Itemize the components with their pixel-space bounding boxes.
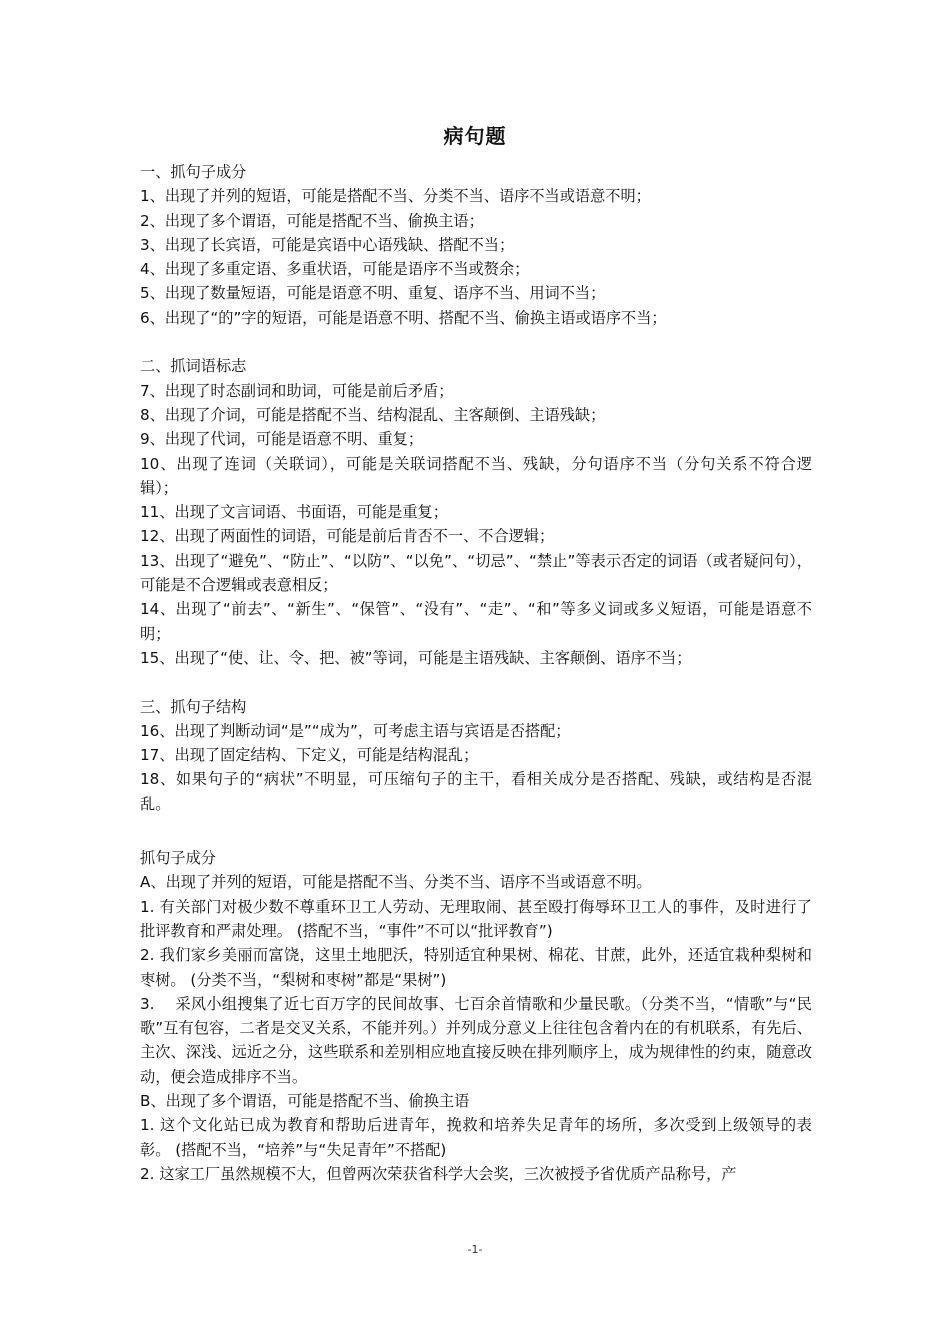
- list-item: 17、出现了固定结构、下定义，可能是结构混乱；: [140, 746, 479, 765]
- list-item: 14、出现了“前去”、“新生”、“保管”、“没有”、“走”、“和”等多义词或多义短语，可能是语意不明；: [140, 600, 812, 643]
- list-item: 11、出现了文言词语、书面语，可能是重复；: [140, 503, 448, 522]
- spacer: [140, 816, 812, 846]
- section-heading: 一、抓句子成分: [140, 163, 247, 181]
- list-item: 6、出现了“的”字的短语，可能是语意不明、搭配不当、偷换主语或语序不当；: [140, 308, 667, 327]
- spacer: [140, 670, 812, 694]
- list-item: 9、出现了代词，可能是语意不明、重复；: [140, 430, 424, 449]
- list-item: 18、如果句子的“病状”不明显，可压缩句子的主干，看相关成分是否搭配、残缺，或结构是否混乱。: [140, 770, 812, 813]
- list-item: 16、出现了判断动词“是”“成为”，可考虑主语与宾语是否搭配；: [140, 721, 571, 740]
- list-item: 4、出现了多重定语、多重状语，可能是语序不当或赘余；: [140, 260, 530, 279]
- example-item: 1. 这个文化站已成为教育和帮助后进青年，挽救和培养失足青年的场所，多次受到上级领导的表彰。 (搭配不当，“培养”与“失足青年”不搭配): [140, 1116, 812, 1159]
- subsection-heading: A、出现了并列的短语，可能是搭配不当、分类不当、语序不当或语意不明。: [140, 873, 652, 892]
- subsection-heading: B、出现了多个谓语，可能是搭配不当、偷换主语: [140, 1091, 470, 1110]
- page-title: 病句题: [443, 124, 507, 148]
- section-heading: 抓句子成分: [140, 849, 216, 868]
- document-body: [140, 160, 812, 1186]
- list-item: 15、出现了“使、让、令、把、被”等词，可能是主语残缺、主客颠倒、语序不当；: [140, 648, 692, 667]
- list-item: 10、出现了连词（关联词），可能是关联词搭配不当、残缺，分句语序不当（分句关系不符合逻辑）；: [140, 454, 812, 497]
- list-item: 7、出现了时态副词和助词，可能是前后矛盾；: [140, 381, 454, 400]
- list-item: 5、出现了数量短语，可能是语意不明、重复、语序不当、用词不当；: [140, 284, 606, 303]
- page-number: -1-: [467, 1243, 483, 1256]
- list-item: 12、出现了两面性的词语，可能是前后肯否不一、不合逻辑；: [140, 527, 555, 546]
- section-heading: 三、抓句子结构: [140, 697, 247, 716]
- list-item: 1、出现了并列的短语，可能是搭配不当、分类不当、语序不当或语意不明；: [140, 187, 651, 206]
- list-item: 3、出现了长宾语，可能是宾语中心语残缺、搭配不当；: [140, 235, 515, 254]
- example-item: 2. 我们家乡美丽而富饶，这里土地肥沃，特别适宜种果树、棉花、甘蔗，此外，还适宜栽种梨树和枣树。 (分类不当，“梨树和枣树”都是“果树”): [140, 946, 812, 989]
- list-item: 13、出现了“避免”、“防止”、“以防”、“以免”、“切忌”、“禁止”等表示否定的词语（或者疑问句），可能是不合逻辑或表意相反；: [140, 551, 812, 595]
- section-heading: 二、抓词语标志: [140, 357, 247, 376]
- example-item: 3. 采风小组搜集了近七百万字的民间故事、七百余首情歌和少量民歌。（分类不当，“情歌”与“民歌”互有包容，二者是交叉关系，不能并列。）并列成分意义上往往包含着内在的有机联系，有先后、主次、深浅、远近之分，这些联系和差别相应地直接反映在排列顺序上，成为规律性的约束，随意改动，便会造成排序不当。: [140, 994, 812, 1086]
- example-item: 2. 这家工厂虽然规模不大，但曾两次荣获省科学大会奖，三次被授予省优质产品称号，产: [140, 1164, 737, 1183]
- list-item: 8、出现了介词，可能是搭配不当、结构混乱、主客颠倒、主语残缺；: [140, 405, 606, 424]
- example-item: 1. 有关部门对极少数不尊重环卫工人劳动、无理取闹、甚至殴打侮辱环卫工人的事件，及时进行了批评教育和严肃处理。 (搭配不当，“事件”不可以“批评教育”): [140, 897, 812, 940]
- spacer: [140, 330, 812, 354]
- list-item: 2、出现了多个谓语，可能是搭配不当、偷换主语；: [140, 211, 484, 230]
